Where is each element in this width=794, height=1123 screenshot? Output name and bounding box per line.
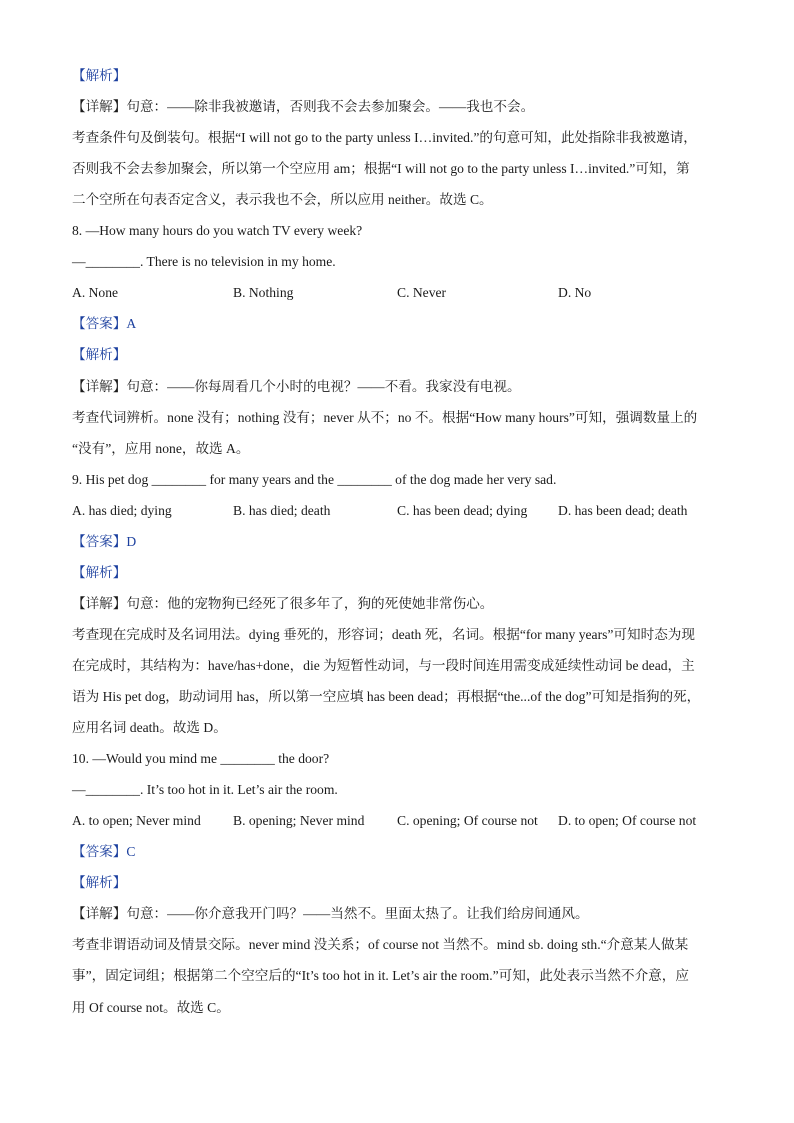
- text-line: 【详解】句意：——你介意我开门吗？——当然不。里面太热了。让我们给房间通风。: [72, 906, 589, 921]
- text-line: 8. —How many hours do you watch TV every week?: [72, 223, 363, 238]
- text-line: 否则我不会去参加聚会，所以第一个空应用 am；根据“I will not go to the party unless I…invited.”可知，第: [72, 161, 690, 176]
- option-c: C. has been dead; dying: [397, 503, 528, 518]
- answer-options: [72, 811, 718, 831]
- text-line: “没有”，应用 none，故选 A。: [72, 441, 250, 456]
- section-tag: 【解析】: [72, 347, 127, 362]
- section-tag: 【答案】C: [72, 844, 136, 859]
- text-line: 用 Of course not。故选 C。: [72, 1000, 230, 1015]
- text-line: 10. —Would you mind me ________ the door?: [72, 751, 330, 766]
- section-tag: 【解析】: [72, 875, 127, 890]
- option-a: A. has died; dying: [72, 503, 172, 518]
- option-b: B. opening; Never mind: [233, 813, 365, 828]
- option-a: A. to open; Never mind: [72, 813, 201, 828]
- text-line: 【详解】句意：他的宠物狗已经死了很多年了，狗的死使她非常伤心。: [72, 596, 494, 611]
- text-line: 事”，固定词组；根据第二个空空后的“It’s too hot in it. Let’s air the room.”可知，此处表示当然不介意，应: [72, 968, 689, 983]
- section-tag: 【答案】A: [72, 316, 137, 331]
- option-d: D. to open; Of course not: [558, 813, 697, 828]
- text-line: 应用名词 death。故选 D。: [72, 720, 227, 735]
- option-b: B. has died; death: [233, 503, 331, 518]
- option-a: A. None: [72, 285, 119, 300]
- option-c: C. Never: [397, 285, 447, 300]
- text-line: 二个空所在句表否定含义，表示我也不会，所以应用 neither。故选 C。: [72, 192, 493, 207]
- text-line: —________. It’s too hot in it. Let’s air the room.: [72, 782, 338, 797]
- text-line: 考查条件句及倒装句。根据“I will not go to the party unless I…invited.”的句意可知，此处指除非我被邀请，: [72, 130, 697, 145]
- option-d: D. No: [558, 285, 592, 300]
- answer-options: [72, 283, 718, 303]
- text-line: 在完成时，其结构为：have/has+done，die 为短暂性动词，与一段时间连用需变成延续性动词 be dead，主: [72, 658, 695, 673]
- text-line: 【详解】句意：——你每周看几个小时的电视？——不看。我家没有电视。: [72, 379, 521, 394]
- section-tag: 【解析】: [72, 68, 127, 83]
- text-line: 考查代词辨析。none 没有；nothing 没有；never 从不；no 不。根据“How many hours”可知，强调数量上的: [72, 410, 698, 425]
- option-b: B. Nothing: [233, 285, 294, 300]
- text-line: 考查非谓语动词及情景交际。never mind 没关系；of course not 当然不。mind sb. doing sth.“介意某人做某: [72, 937, 689, 952]
- text-line: 9. His pet dog ________ for many years and the ________ of the dog made her very sad.: [72, 472, 557, 487]
- option-c: C. opening; Of course not: [397, 813, 538, 828]
- answer-options: [72, 501, 718, 521]
- option-d: D. has been dead; death: [558, 503, 688, 518]
- text-line: 【详解】句意：——除非我被邀请，否则我不会去参加聚会。——我也不会。: [72, 99, 535, 114]
- section-tag: 【解析】: [72, 565, 127, 580]
- text-line: 考查现在完成时及名词用法。dying 垂死的，形容词；death 死，名词。根据“for many years”可知时态为现: [72, 627, 695, 642]
- text-line: 语为 His pet dog，助动词用 has，所以第一空应填 has been dead；再根据“the...of the dog”可知是指狗的死，: [72, 689, 701, 704]
- text-line: —________. There is no television in my home.: [72, 254, 336, 269]
- section-tag: 【答案】D: [72, 534, 137, 549]
